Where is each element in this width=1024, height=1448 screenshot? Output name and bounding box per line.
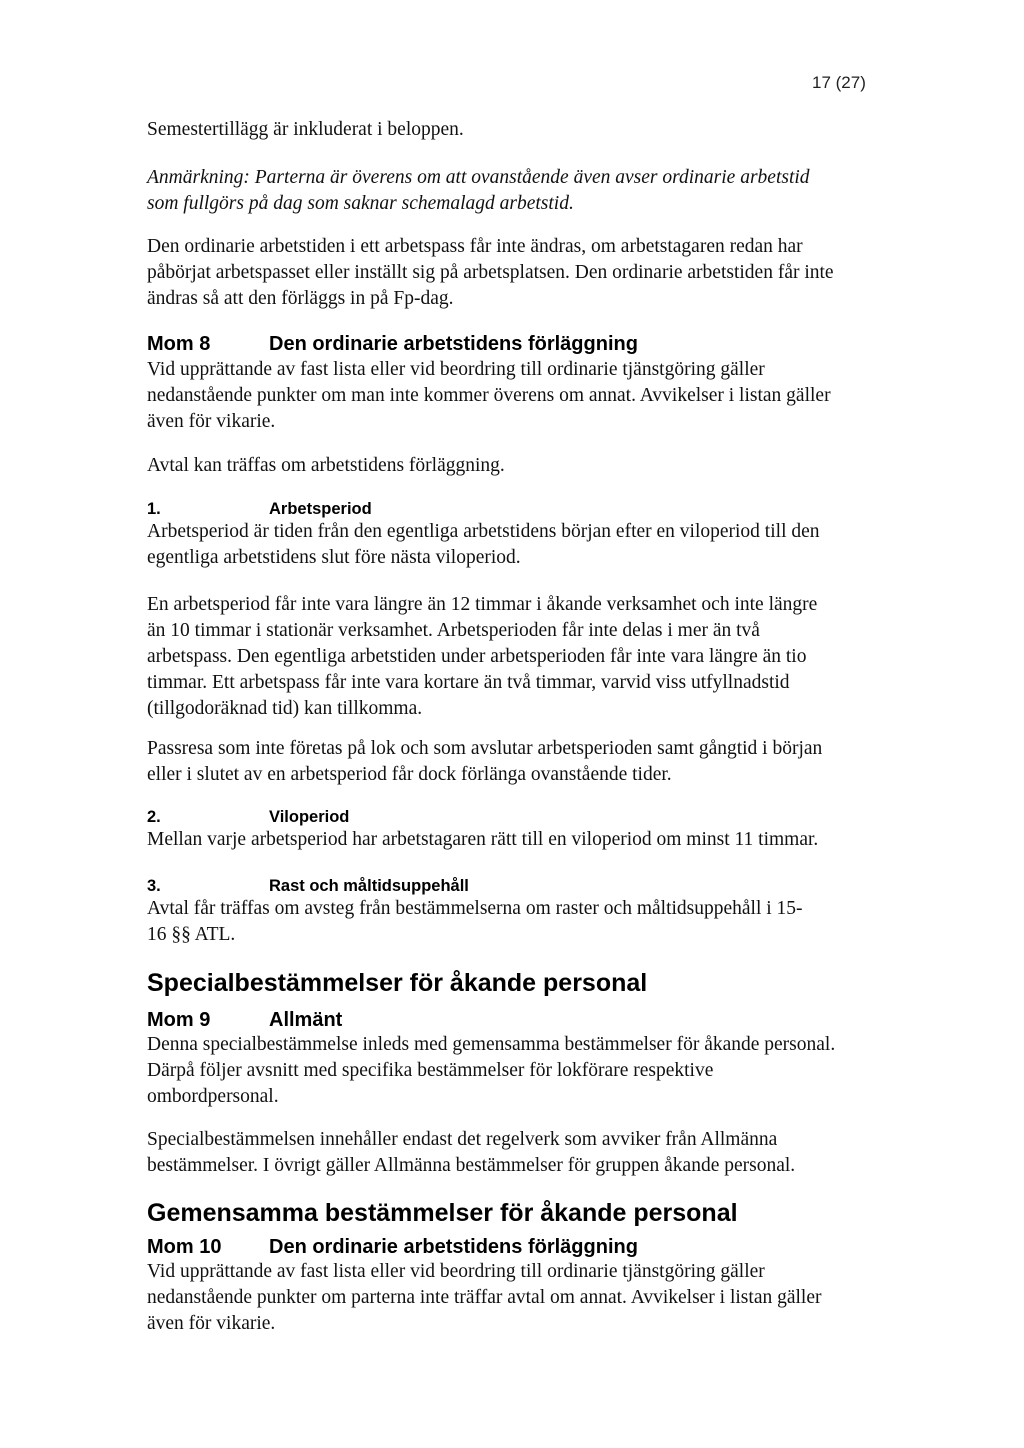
heading-title: Allmänt [269,1009,343,1031]
heading-number: Mom 8 [147,333,211,355]
text-line: Avtal kan träffas om arbetstidens förläggning. [147,455,505,476]
text-line: även för vikarie. [147,411,276,432]
text-line: egentliga arbetstidens slut före nästa viloperiod. [147,547,521,568]
text-line: nedanstående punkter om parterna inte träffar avtal om annat. Avvikelser i listan gäller [147,1287,822,1308]
text-line: Anmärkning: Parterna är överens om att ovanstående även avser ordinarie arbetstid [147,167,810,188]
text-line: ombordpersonal. [147,1086,279,1107]
text-line: Vid upprättande av fast lista eller vid beordring till ordinarie tjänstgöring gäller [147,1261,765,1282]
text-line: nedanstående punkter om man inte kommer överens om annat. Avvikelser i listan gäller [147,385,831,406]
text-line: eller i slutet av en arbetsperiod får dock förlänga ovanstående tider. [147,764,672,785]
paragraph-viloperiod [147,827,818,853]
heading-mom-10 [147,1236,638,1259]
text-line: Arbetsperiod är tiden från den egentliga arbetstidens början efter en viloperiod till den [147,521,820,542]
heading-number: Mom 9 [147,1009,211,1031]
heading-mom-9 [147,1009,342,1032]
heading-arbetsperiod [147,500,372,519]
paragraph-ordinarie-arbetstid [147,234,834,312]
text-line: timmar. Ett arbetspass får inte vara kortare än två timmar, varvid viss utfyllnadstid [147,672,790,693]
heading-gemensamma-bestammelser: Gemensamma bestämmelser för åkande personal [147,1199,738,1227]
heading-title: Den ordinarie arbetstidens förläggning [269,333,638,355]
heading-title: Viloperiod [269,808,350,826]
text-line: bestämmelser. I övrigt gäller Allmänna bestämmelser för gruppen åkande personal. [147,1155,796,1176]
paragraph-mom-9-intro [147,1032,835,1110]
text-line: än 10 timmar i stationär verksamhet. Arbetsperioden får inte delas i mer än två [147,620,760,641]
paragraph-mom-10 [147,1259,821,1337]
text-line: Denna specialbestämmelse inleds med gemensamma bestämmelser för åkande personal. [147,1034,836,1055]
page-number: 17 (27) [812,73,866,92]
text-line: En arbetsperiod får inte vara längre än 12 timmar i åkande verksamhet och inte längre [147,594,818,615]
paragraph-arbetsperiod-definition [147,519,820,571]
text-line: ändras så att den förläggs in på Fp-dag. [147,288,454,309]
paragraph-arbetsperiod-langd [147,592,817,722]
text-line: Den ordinarie arbetstiden i ett arbetspass får inte ändras, om arbetstagaren redan har [147,236,803,257]
text-line: Specialbestämmelsen innehåller endast det regelverk som avviker från Allmänna [147,1129,778,1150]
text-line: Mellan varje arbetsperiod har arbetstagaren rätt till en viloperiod om minst 11 timmar. [147,829,819,850]
heading-number: 1. [147,500,161,518]
heading-rast [147,877,469,896]
heading-viloperiod [147,808,349,827]
heading-number: Mom 10 [147,1236,222,1258]
paragraph-semestertillagg [147,117,464,143]
paragraph-anmarkning [147,165,810,217]
paragraph-mom-8 [147,357,831,435]
heading-title: Arbetsperiod [269,500,372,518]
text-line: Avtal får träffas om avsteg från bestämmelserna om raster och måltidsuppehåll i 15- [147,898,803,919]
heading-specialbestammelser: Specialbestämmelser för åkande personal [147,969,648,997]
text-line: Semestertillägg är inkluderat i beloppen. [147,119,464,140]
text-line: påbörjat arbetspasset eller inställt sig på arbetsplatsen. Den ordinarie arbetstiden får inte [147,262,834,283]
paragraph-passresa [147,736,822,788]
paragraph-mom-9-regelverk [147,1127,795,1179]
paragraph-avtal [147,453,505,479]
text-line: (tillgodoräknad tid) kan tillkomma. [147,698,423,719]
text-line: 16 §§ ATL. [147,924,236,945]
heading-number: 3. [147,877,161,895]
text-line: Vid upprättande av fast lista eller vid beordring till ordinarie tjänstgöring gäller [147,359,765,380]
paragraph-rast [147,896,803,948]
heading-title: Den ordinarie arbetstidens förläggning [269,1236,638,1258]
text-line: Passresa som inte företas på lok och som avslutar arbetsperioden samt gångtid i början [147,738,823,759]
heading-mom-8 [147,333,638,356]
text-line: som fullgörs på dag som saknar schemalagd arbetstid. [147,193,574,214]
text-line: arbetspass. Den egentliga arbetstiden under arbetsperioden får inte vara längre än tio [147,646,807,667]
heading-number: 2. [147,808,161,826]
heading-title: Rast och måltidsuppehåll [269,877,469,895]
text-line: även för vikarie. [147,1313,276,1334]
text-line: Därpå följer avsnitt med specifika bestämmelser för lokförare respektive [147,1060,714,1081]
